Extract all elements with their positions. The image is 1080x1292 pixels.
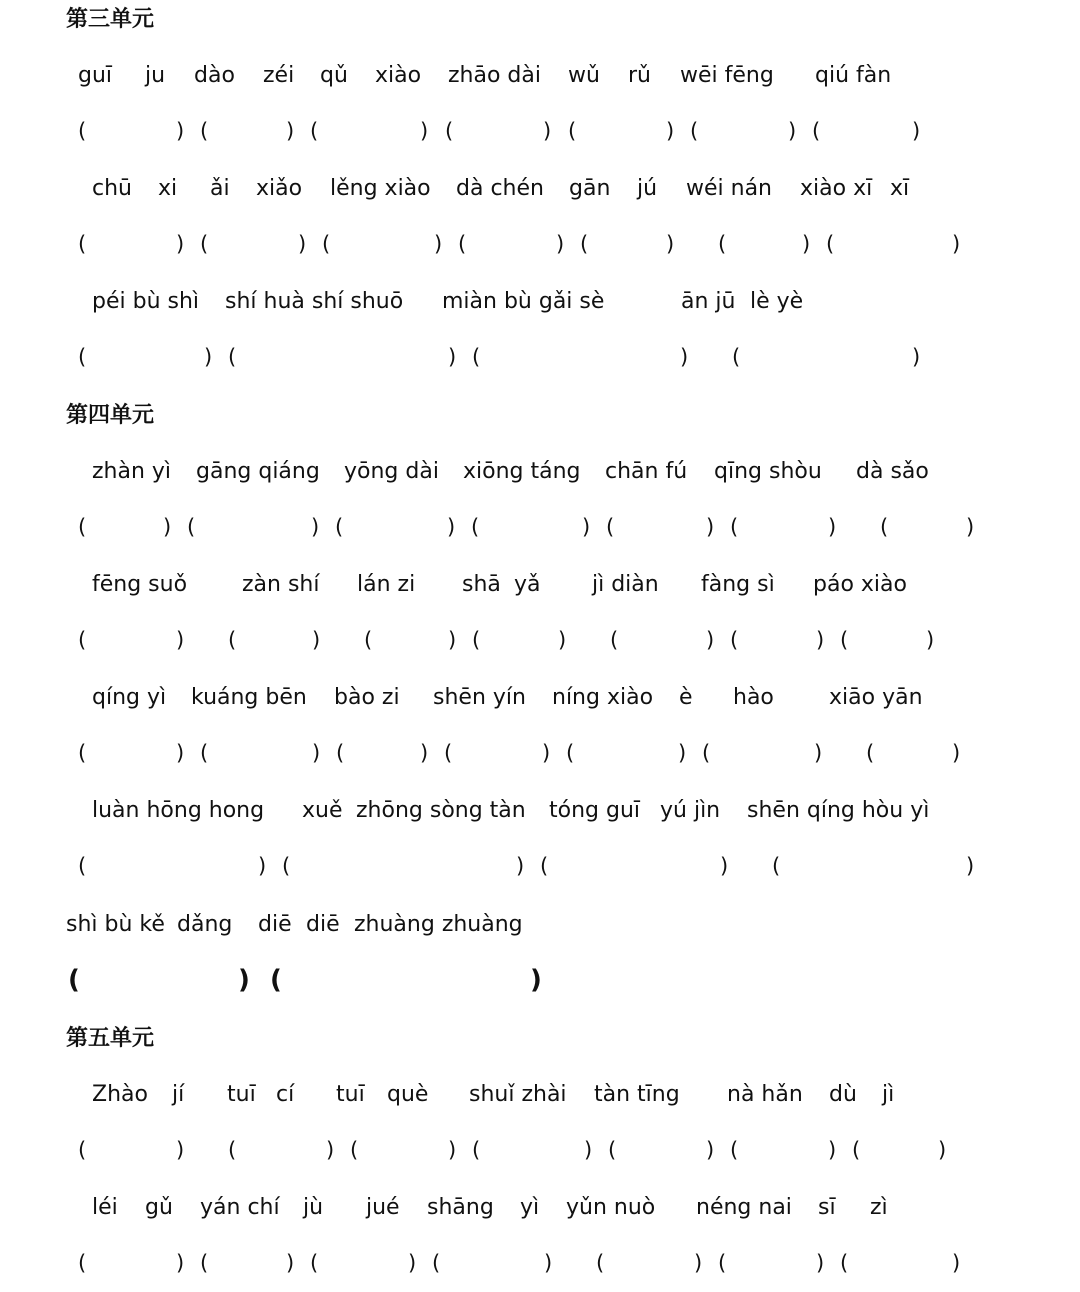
pinyin-word: dà sǎo: [856, 459, 929, 484]
answer-bracket-open: (: [730, 515, 739, 539]
pinyin-word: tuī: [227, 1082, 256, 1107]
answer-bracket-close: ): [447, 515, 456, 539]
pinyin-word: dù: [829, 1082, 857, 1107]
answer-bracket-close: ): [952, 232, 961, 256]
pinyin-word: péi bù shì: [92, 289, 200, 314]
answer-bracket-open: (: [610, 628, 619, 652]
pinyin-word: zàn shí: [242, 572, 320, 597]
answer-bracket-close: ): [298, 232, 307, 256]
answer-bracket-open: (: [472, 1138, 481, 1162]
pinyin-word: guī: [78, 63, 113, 88]
answer-bracket-open: (: [702, 741, 711, 765]
pinyin-word: qīng shòu: [714, 459, 822, 484]
answer-bracket-open: (: [364, 628, 373, 652]
answer-bracket-open: (: [840, 628, 849, 652]
pinyin-word: diē: [258, 912, 292, 937]
pinyin-word: jù: [303, 1195, 324, 1220]
pinyin-word: léi: [92, 1195, 118, 1220]
pinyin-word: xiǎo: [256, 176, 303, 201]
pinyin-word: xiōng táng: [463, 459, 581, 484]
pinyin-word: què: [387, 1082, 429, 1107]
pinyin-word: níng xiào: [552, 685, 654, 710]
pinyin-word: chū: [92, 176, 132, 201]
pinyin-word: lán zi: [357, 572, 416, 597]
answer-bracket-open: (: [772, 854, 781, 878]
answer-bracket-close: ): [952, 741, 961, 765]
answer-bracket-open: (: [200, 119, 209, 143]
pinyin-word: ān jū: [681, 289, 736, 314]
answer-bracket-close: ): [176, 232, 185, 256]
pinyin-word: yán chí: [200, 1195, 280, 1220]
answer-bracket-open: (: [200, 1251, 209, 1275]
answer-bracket-close: ): [312, 741, 321, 765]
answer-bracket-open: (: [78, 232, 87, 256]
answer-bracket-close: ): [408, 1251, 417, 1275]
answer-bracket-close: ): [258, 854, 267, 878]
answer-bracket-open: (: [608, 1138, 617, 1162]
pinyin-word: shāng: [427, 1195, 494, 1220]
pinyin-word: néng nai: [696, 1195, 792, 1220]
answer-bracket-open: (: [458, 232, 467, 256]
pinyin-word: gāng qiáng: [196, 459, 320, 484]
answer-bracket-close: ): [938, 1138, 947, 1162]
answer-bracket-close: ): [286, 1251, 295, 1275]
pinyin-word: hào: [733, 685, 774, 710]
answer-bracket-close: ): [530, 965, 542, 995]
answer-bracket-close: ): [176, 741, 185, 765]
answer-bracket-open: (: [78, 1138, 87, 1162]
answer-bracket-close: ): [558, 628, 567, 652]
pinyin-word: tóng guī: [549, 798, 641, 823]
pinyin-word: dào: [194, 63, 235, 88]
answer-bracket-open: (: [78, 628, 87, 652]
pinyin-word: zhàn yì: [92, 459, 172, 484]
answer-bracket-open: (: [444, 741, 453, 765]
pinyin-word: tuī: [336, 1082, 365, 1107]
answer-bracket-close: ): [912, 345, 921, 369]
pinyin-word: páo xiào: [813, 572, 907, 597]
pinyin-word: yú jìn: [660, 798, 721, 823]
answer-bracket-open: (: [732, 345, 741, 369]
pinyin-word: wǔ: [568, 63, 600, 88]
answer-bracket-close: ): [516, 854, 525, 878]
pinyin-word: miàn bù gǎi sè: [442, 289, 605, 314]
pinyin-word: lè yè: [750, 289, 804, 314]
pinyin-word: jú: [637, 176, 658, 201]
answer-bracket-open: (: [78, 345, 87, 369]
answer-bracket-open: (: [78, 854, 87, 878]
answer-bracket-open: (: [310, 1251, 319, 1275]
answer-bracket-open: (: [812, 119, 821, 143]
answer-bracket-close: ): [556, 232, 565, 256]
answer-bracket-open: (: [540, 854, 549, 878]
answer-bracket-close: ): [912, 119, 921, 143]
pinyin-word: zhāo dài: [448, 63, 541, 88]
pinyin-word: nà hǎn: [727, 1082, 803, 1107]
pinyin-word: tàn tīng: [594, 1082, 680, 1107]
answer-bracket-close: ): [582, 515, 591, 539]
answer-bracket-close: ): [544, 1251, 553, 1275]
pinyin-word: luàn hōng hong: [92, 798, 265, 823]
answer-bracket-open: (: [270, 965, 282, 995]
answer-bracket-open: (: [335, 515, 344, 539]
pinyin-word: gān: [569, 176, 611, 201]
answer-bracket-close: ): [706, 1138, 715, 1162]
answer-bracket-open: (: [472, 345, 481, 369]
answer-bracket-open: (: [228, 345, 237, 369]
answer-bracket-close: ): [680, 345, 689, 369]
answer-bracket-open: (: [718, 232, 727, 256]
pinyin-word: xuě: [302, 798, 343, 823]
answer-bracket-close: ): [204, 345, 213, 369]
pinyin-word: shì bù kě: [66, 912, 165, 937]
pinyin-word: bào zi: [334, 685, 400, 710]
answer-bracket-open: (: [228, 628, 237, 652]
pinyin-word: wéi nán: [686, 176, 773, 201]
answer-bracket-close: ): [966, 515, 975, 539]
pinyin-word: yǎ: [514, 572, 541, 597]
pinyin-word: Zhào: [92, 1082, 148, 1107]
answer-bracket-close: ): [176, 628, 185, 652]
answer-bracket-open: (: [471, 515, 480, 539]
pinyin-word: jí: [172, 1082, 185, 1107]
answer-bracket-close: ): [448, 628, 457, 652]
answer-bracket-close: ): [584, 1138, 593, 1162]
pinyin-word: cí: [276, 1082, 295, 1107]
answer-bracket-close: ): [312, 628, 321, 652]
answer-bracket-open: (: [78, 119, 87, 143]
answer-bracket-open: (: [580, 232, 589, 256]
answer-bracket-open: (: [78, 741, 87, 765]
answer-bracket-close: ): [926, 628, 935, 652]
pinyin-word: jì: [882, 1082, 895, 1107]
answer-bracket-open: (: [78, 515, 87, 539]
pinyin-word: yǔn nuò: [566, 1195, 656, 1220]
answer-bracket-open: (: [228, 1138, 237, 1162]
answer-bracket-close: ): [966, 854, 975, 878]
pinyin-word: xiāo yān: [829, 685, 923, 710]
pinyin-word: qiú fàn: [815, 63, 892, 88]
answer-bracket-open: (: [472, 628, 481, 652]
answer-bracket-open: (: [718, 1251, 727, 1275]
answer-bracket-close: ): [542, 741, 551, 765]
pinyin-word: yōng dài: [344, 459, 439, 484]
answer-bracket-open: (: [596, 1251, 605, 1275]
answer-bracket-close: ): [802, 232, 811, 256]
answer-bracket-open: (: [445, 119, 454, 143]
answer-bracket-close: ): [788, 119, 797, 143]
answer-bracket-open: (: [322, 232, 331, 256]
answer-bracket-close: ): [326, 1138, 335, 1162]
answer-bracket-open: (: [336, 741, 345, 765]
answer-bracket-close: ): [694, 1251, 703, 1275]
pinyin-word: diē: [306, 912, 340, 937]
unit-title: 第五单元: [66, 1025, 155, 1051]
answer-bracket-close: ): [816, 1251, 825, 1275]
pinyin-word: shuǐ zhài: [469, 1082, 567, 1107]
answer-bracket-close: ): [176, 119, 185, 143]
answer-bracket-close: ): [814, 741, 823, 765]
pinyin-word: jì diàn: [592, 572, 659, 597]
answer-bracket-close: ): [678, 741, 687, 765]
unit-title: 第四单元: [66, 402, 155, 428]
pinyin-word: xiào: [375, 63, 422, 88]
answer-bracket-close: ): [176, 1138, 185, 1162]
answer-bracket-close: ): [828, 515, 837, 539]
pinyin-word: jué: [366, 1195, 400, 1220]
answer-bracket-close: ): [311, 515, 320, 539]
answer-bracket-close: ): [952, 1251, 961, 1275]
pinyin-word: ǎi: [210, 176, 230, 201]
answer-bracket-open: (: [730, 1138, 739, 1162]
pinyin-word: qǔ: [320, 63, 348, 88]
pinyin-word: shā: [462, 572, 501, 597]
pinyin-word: dà chén: [456, 176, 544, 201]
pinyin-word: ju: [145, 63, 166, 88]
answer-bracket-close: ): [706, 515, 715, 539]
answer-bracket-close: ): [666, 232, 675, 256]
answer-bracket-close: ): [420, 741, 429, 765]
answer-bracket-open: (: [200, 232, 209, 256]
pinyin-word: fēng suǒ: [92, 572, 188, 597]
answer-bracket-open: (: [432, 1251, 441, 1275]
pinyin-word: sī: [818, 1195, 836, 1220]
answer-bracket-close: ): [448, 345, 457, 369]
answer-bracket-open: (: [852, 1138, 861, 1162]
pinyin-word: lěng xiào: [330, 176, 431, 201]
pinyin-word: zéi: [263, 63, 295, 88]
answer-bracket-open: (: [310, 119, 319, 143]
answer-bracket-close: ): [720, 854, 729, 878]
answer-bracket-close: ): [666, 119, 675, 143]
answer-bracket-close: ): [176, 1251, 185, 1275]
answer-bracket-open: (: [200, 741, 209, 765]
pinyin-word: zhōng sòng tàn: [356, 798, 526, 823]
answer-bracket-close: ): [163, 515, 172, 539]
answer-bracket-open: (: [78, 1251, 87, 1275]
answer-bracket-close: ): [434, 232, 443, 256]
pinyin-word: shí huà shí shuō: [225, 289, 404, 314]
pinyin-word: shēn yín: [433, 685, 526, 710]
answer-bracket-close: ): [238, 965, 250, 995]
answer-bracket-open: (: [690, 119, 699, 143]
answer-bracket-close: ): [828, 1138, 837, 1162]
pinyin-word: qíng yì: [92, 685, 167, 710]
answer-bracket-open: (: [282, 854, 291, 878]
pinyin-word: xiào xī: [800, 176, 873, 201]
answer-bracket-open: (: [68, 965, 80, 995]
pinyin-word: gǔ: [145, 1195, 173, 1220]
answer-bracket-close: ): [420, 119, 429, 143]
answer-bracket-open: (: [880, 515, 889, 539]
answer-bracket-open: (: [866, 741, 875, 765]
pinyin-word: xi: [158, 176, 178, 201]
answer-bracket-open: (: [568, 119, 577, 143]
pinyin-word: xī: [890, 176, 910, 201]
pinyin-word: rǔ: [628, 63, 651, 88]
answer-bracket-close: ): [706, 628, 715, 652]
answer-bracket-open: (: [606, 515, 615, 539]
pinyin-word: wēi fēng: [680, 63, 774, 88]
answer-bracket-open: (: [350, 1138, 359, 1162]
answer-bracket-open: (: [840, 1251, 849, 1275]
pinyin-word: chān fú: [605, 459, 688, 484]
pinyin-word: è: [679, 685, 693, 710]
unit-title: 第三单元: [66, 6, 155, 32]
pinyin-word: zhuàng zhuàng: [354, 912, 523, 937]
answer-bracket-open: (: [826, 232, 835, 256]
pinyin-word: yì: [520, 1195, 540, 1220]
answer-bracket-close: ): [448, 1138, 457, 1162]
answer-bracket-close: ): [816, 628, 825, 652]
answer-bracket-open: (: [187, 515, 196, 539]
pinyin-word: zì: [870, 1195, 888, 1220]
pinyin-word: shēn qíng hòu yì: [747, 798, 930, 823]
answer-bracket-close: ): [543, 119, 552, 143]
pinyin-word: fàng sì: [701, 572, 775, 597]
pinyin-word: kuáng bēn: [191, 685, 307, 710]
answer-bracket-open: (: [566, 741, 575, 765]
answer-bracket-close: ): [286, 119, 295, 143]
pinyin-word: dǎng: [177, 912, 233, 937]
answer-bracket-open: (: [730, 628, 739, 652]
